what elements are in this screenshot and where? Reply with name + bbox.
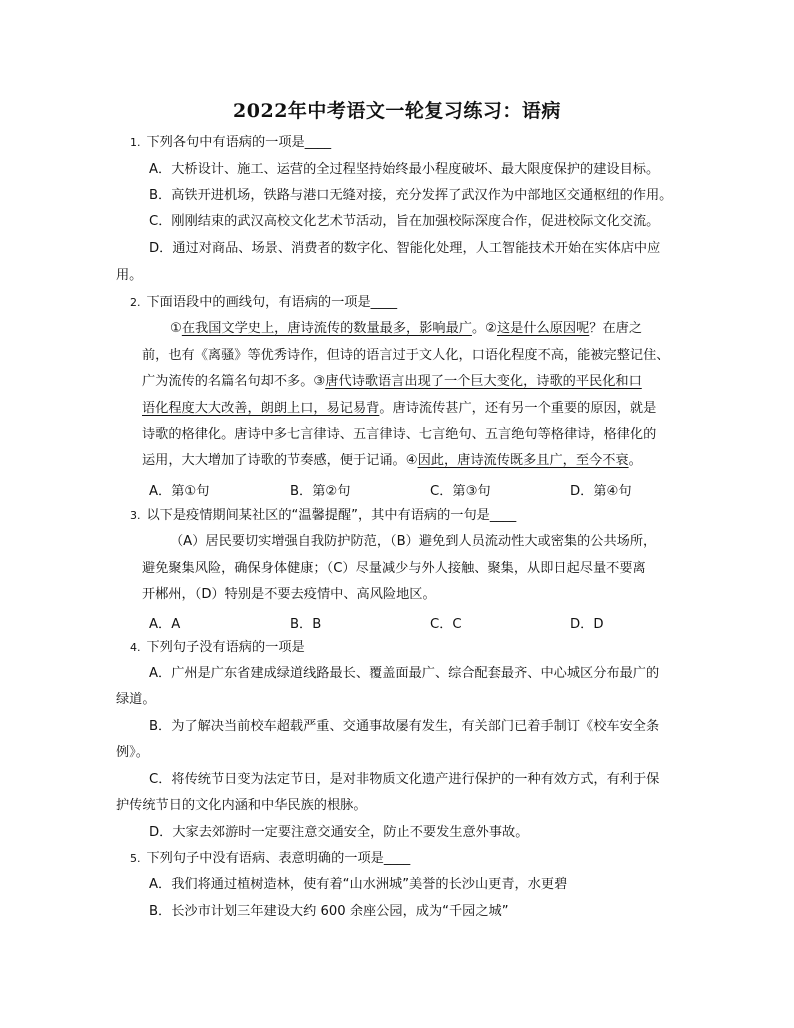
question-number: 4. [130, 641, 141, 654]
underlined-sentence: 在我国文学史上，唐诗流传的数量最多，影响最广 [181, 321, 472, 336]
question-3-option-a: A．A [149, 617, 181, 632]
question-2-option-d: D．第④句 [570, 484, 632, 499]
question-number: 3. [130, 509, 141, 522]
passage-line: （A）居民要切实增强自我防护防范，（B）避免到人员流动性大或密集的公共场所， [170, 534, 657, 549]
passage-text: 广为流传的名篇名句却不多。③ [142, 374, 326, 389]
question-3-option-c: C．C [430, 617, 462, 632]
passage-line [142, 400, 656, 418]
page-title: 2022年中考语文一轮复习练习：语病 [233, 100, 561, 122]
question-5-option-a: A．我们将通过植树造林，使有着“山水洲城”美誉的长沙山更青，水更碧 [149, 877, 568, 892]
question-5-option-b: B．长沙市计划三年建设大约 600 余座公园，成为“千园之城” [149, 904, 509, 919]
underlined-sentence: 唐代诗歌语言出现了一个巨大变化，诗歌的平民化和口 [325, 374, 642, 389]
passage-text: 。② [471, 321, 497, 336]
question-2-option-c: C．第③句 [430, 484, 491, 499]
passage-text: ？在唐之 [589, 321, 643, 336]
question-5-stem [130, 850, 410, 868]
question-text: 以下是疫情期间某社区的“温馨提醒”，其中有语病的一句是____ [146, 508, 517, 523]
question-4-option-c-cont: 护传统节日的文化内涵和中华民族的根脉。 [116, 798, 367, 813]
question-text: 下列句子中没有语病、表意明确的一项是____ [146, 851, 411, 866]
question-3-option-b: B．B [290, 617, 322, 632]
question-4-option-d: D．大家去郊游时一定要注意交通安全，防止不要发生意外事故。 [149, 825, 529, 840]
question-4-option-b: B．为了解决当前校车超载严重、交通事故屡有发生，有关部门已着手制订《校车安全条 [149, 719, 660, 734]
question-1-option-d-cont: 用。 [116, 268, 143, 283]
question-number: 1. [130, 136, 141, 149]
passage-line [142, 452, 642, 470]
question-1-option-a: A．大桥设计、施工、运营的全过程坚持始终最小程度破坏、最大限度保护的建设目标。 [149, 162, 660, 177]
question-2-option-a: A．第①句 [149, 484, 210, 499]
question-2-option-b: B．第②句 [290, 484, 351, 499]
question-4-option-a-cont: 绿道。 [116, 692, 156, 707]
question-text: 下面语段中的画线句，有语病的一项是____ [146, 295, 398, 310]
passage-line: 开郴州，（D）特别是不要去疫情中、高风险地区。 [142, 587, 436, 602]
sentence-marker: ① [170, 321, 182, 336]
question-number: 2. [130, 296, 141, 309]
question-number: 5. [130, 852, 141, 865]
passage-line [142, 373, 642, 391]
question-2-stem [130, 294, 397, 312]
question-4-option-a: A．广州是广东省建成绿道线路最长、覆盖面最广、综合配套最齐、中心城区分布最广的 [149, 666, 660, 681]
passage-line: 避免聚集风险，确保身体健康；（C）尽量减少与外人接触、聚集，从即日起尽量不要离 [142, 561, 646, 576]
question-1-stem [130, 134, 331, 152]
passage-line: 诗歌的格律化。唐诗中多七言律诗、五言律诗、七言绝句、五言绝句等格律诗，格律化的 [142, 427, 657, 442]
passage-line: 前，也有《离骚》等优秀诗作，但诗的语言过于文人化，口语化程度不高，能被完整记住、 [142, 348, 670, 363]
question-3-option-d: D．D [570, 617, 604, 632]
question-1-option-b: B．高铁开进机场，铁路与港口无缝对接，充分发挥了武汉作为中部地区交通枢纽的作用。 [149, 188, 673, 203]
question-1-option-d: D．通过对商品、场景、消费者的数字化、智能化处理，人工智能技术开始在实体店中应 [149, 241, 661, 256]
underlined-sentence: 语化程度大大改善，朗朗上口，易记易背 [142, 401, 380, 416]
question-4-option-b-cont: 例》。 [116, 745, 149, 760]
question-3-stem [130, 507, 516, 525]
question-4-stem [130, 639, 305, 657]
question-text: 下列句子没有语病的一项是 [146, 640, 305, 655]
passage-line [170, 320, 642, 338]
underlined-sentence: 这是什么原因呢 [496, 321, 590, 336]
question-text: 下列各句中有语病的一项是____ [146, 135, 332, 150]
question-1-option-c: C．刚刚结束的武汉高校文化艺术节活动，旨在加强校际深度合作，促进校际文化交流。 [149, 214, 660, 229]
passage-text: 运用，大大增加了诗歌的节奏感，便于记诵。④ [142, 453, 418, 468]
underlined-sentence: 因此，唐诗流传既多且广，至今不衰 [417, 453, 629, 468]
passage-text: 。唐诗流传甚广，还有另一个重要的原因，就是 [379, 401, 657, 416]
question-4-option-c: C．将传统节日变为法定节日，是对非物质文化遗产进行保护的一种有效方式，有利于保 [149, 772, 660, 787]
passage-text: 。 [628, 453, 642, 468]
